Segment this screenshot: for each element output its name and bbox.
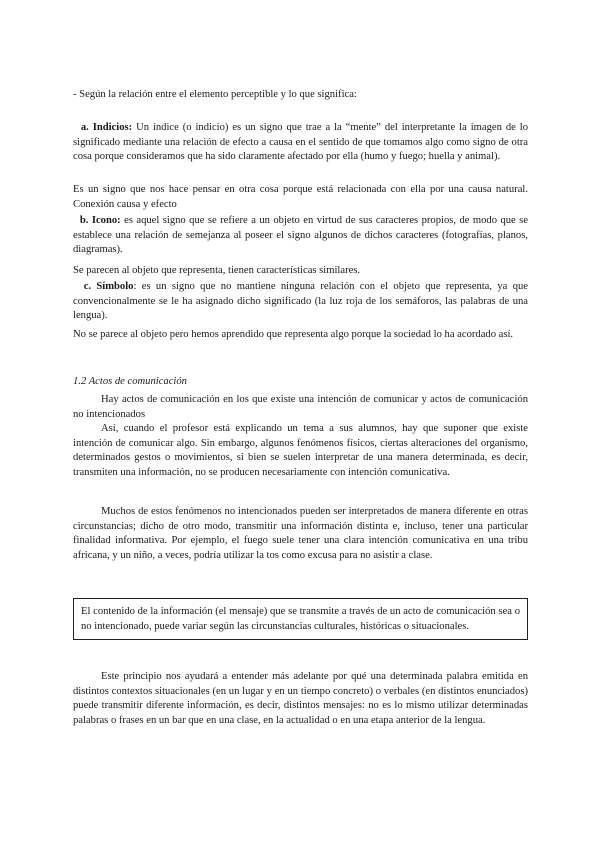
section-paragraph-1: Hay actos de comunicación en los que existe una intención de comunicar y actos de comunicación no intencionados: [73, 394, 528, 420]
indicios-paragraph: [73, 121, 528, 165]
simbolo-paragraph: [73, 280, 528, 324]
highlight-box-text: El contenido de la información (el mensaje) que se transmite a través de un acto de comunicación sea o no intencionado, puede variar según las circunstancias culturales, históricas o situacionales.: [81, 606, 520, 632]
simbolo-note: No se parece al objeto pero hemos aprendido que representa algo porque la sociedad lo ha acordado así.: [73, 329, 514, 340]
intro-line: - Según la relación entre el elemento perceptible y lo que significa:: [73, 89, 357, 100]
icono-text: es aquel signo que se refiere a un objeto en virtud de sus caracteres propios, de modo que se establece una relación de semejanza al poseer el signo algunos de dichos caracteres (fotografías, planos, diagramas).: [73, 215, 529, 256]
section-paragraph-2: Así, cuando el profesor está explicando un tema a sus alumnos, hay que suponer que existe intención de comunicar algo. Sin embargo, algunos fenómenos físicos, ciertas alteraciones del organismo, determinados gestos o movimientos, si bien se suelen interpretar de una manera determinada, es decir, transmiten una información, no se producen necesariamente con intención comunicativa.: [73, 423, 528, 478]
indicios-text: Un índice (o indicio) es un signo que trae a la “mente” del interpretante la imagen de lo significado mediante una relación de efecto a causa en el sentido de que tomamos algo como signo de otra cosa porque consideramos que ha sido claramente afectado por ella (humo y fuego; huella y animal).: [73, 122, 528, 163]
simbolo-text: : es un signo que no mantiene ninguna relación con el objeto que representa, ya que convencionalmente se le ha asignado dicho significado (la luz roja de los semáforos, las palabras de una lengua).: [73, 281, 529, 322]
icono-note: Se parecen al objeto que representa, tienen características similares.: [73, 265, 361, 276]
icono-paragraph: [73, 214, 528, 258]
icono-label: b. Icono:: [79, 215, 121, 226]
simbolo-label: c. Símbolo: [83, 281, 134, 292]
section-paragraph-3: Muchos de estos fenómenos no intencionados pueden ser interpretados de manera diferente en otras circunstancias; dicho de otro modo, transmitir una información distinta e, incluso, tener una particular finalidad informativa. Por ejemplo, el fuego suele tener una clara intención comunicativa en una tribu africana, y un niño, a veces, podría utilizar la tos como excusa para no asistir a clase.: [73, 506, 528, 561]
closing-paragraph: Este principio nos ayudará a entender más adelante por qué una determinada palabra emitida en distintos contextos situacionales (en un lugar y en un tiempo concreto) o verbales (en distintos enunciados) puede transmitir diferente información, es decir, distintos mensajes: no es lo mismo utilizar determinadas palabras o frases en un bar que en una clase, en la actualidad o en una etapa anterior de la lengua.: [73, 671, 528, 726]
highlight-box: [73, 598, 528, 640]
indicios-note: Es un signo que nos hace pensar en otra cosa porque está relacionada con ella por una causa natural. Conexión causa y efecto: [73, 184, 528, 210]
indicios-label: a. Indicios:: [80, 122, 133, 133]
section-heading: 1.2 Actos de comunicación: [73, 376, 187, 387]
